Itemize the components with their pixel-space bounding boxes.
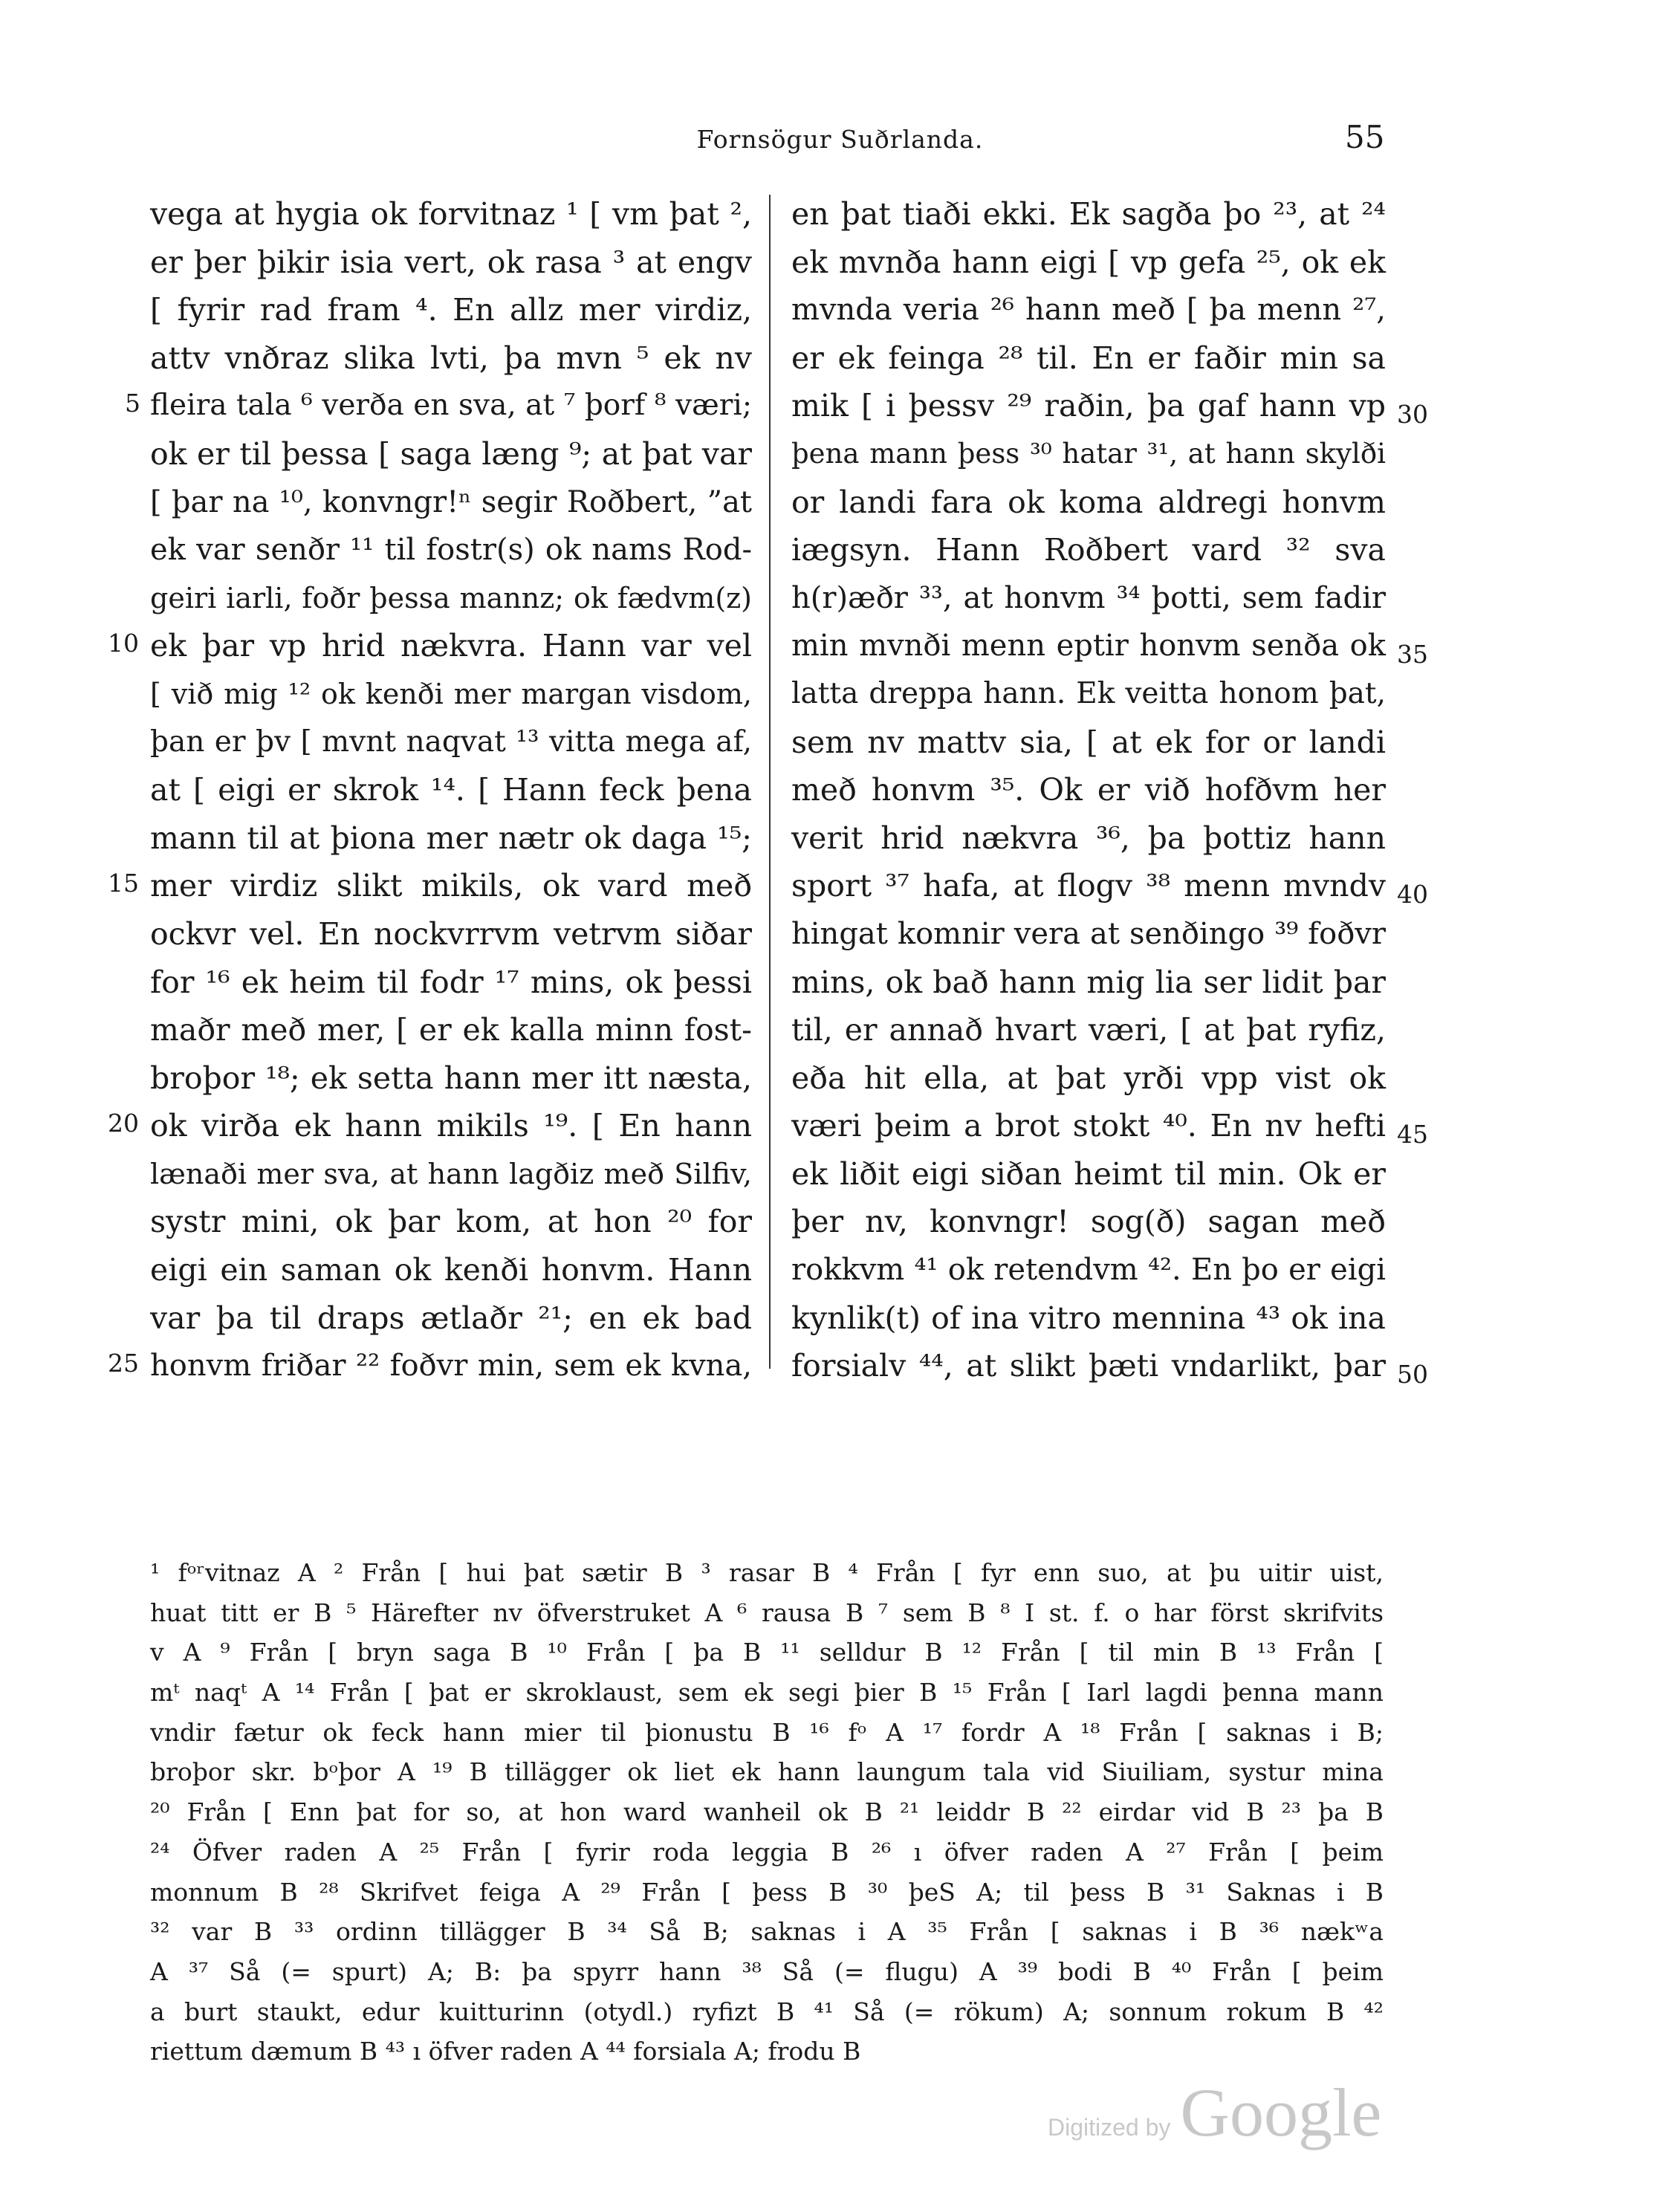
line-number: 5 [125, 389, 140, 418]
text-line: ek var senðr ¹¹ til fostr(s) ok nams Rod- [150, 533, 752, 568]
text-line: er þer þikir isia vert, ok rasa ³ at engv [150, 244, 752, 280]
text-line: var þa til draps ætlaðr ²¹; en ek bad [150, 1300, 752, 1336]
text-line: h(r)æðr ³³, at honvm ³⁴ þotti, sem fadir [791, 580, 1386, 615]
text-line: geiri iarli, foðr þessa mannz; ok fædvm(z) [150, 581, 752, 614]
footnote-line: vndir fætur ok feck hann mier til þionustu B ¹⁶ fᵒ A ¹⁷ fordr A ¹⁸ Från [ saknas i B; [150, 1717, 1384, 1747]
text-line: for ¹⁶ ek heim til fodr ¹⁷ mins, ok þessi [150, 964, 752, 1000]
text-line: latta dreppa hann. Ek veitta honom þat, [791, 676, 1386, 710]
line-number: 10 [108, 629, 139, 658]
text-column-left [150, 190, 752, 1390]
text-line: verit hrid nækvra ³⁶, þa þottiz hann [791, 820, 1386, 856]
line-number: 15 [108, 869, 139, 898]
google-logo: Google [1180, 2075, 1382, 2150]
text-line: honvm friðar ²² foðvr min, sem ek kvna, [150, 1349, 752, 1384]
text-line: en þat tiaði ekki. Ek sagða þo ²³, at ²⁴ [791, 196, 1386, 232]
google-watermark [1048, 2073, 1381, 2152]
running-title: Fornsögur Suðrlanda. [696, 125, 984, 154]
line-number: 35 [1397, 640, 1428, 669]
text-line: mik [ i þessv ²⁹ raðin, þa gaf hann vp [791, 388, 1386, 424]
text-line: ek mvnða hann eigi [ vp gefa ²⁵, ok ek [791, 244, 1386, 280]
page-number: 55 [1345, 119, 1385, 155]
text-line: sport ³⁷ hafa, at flogv ³⁸ menn mvndv [791, 868, 1386, 904]
text-line: systr mini, ok þar kom, at hon ²⁰ for [150, 1204, 752, 1240]
line-number: 40 [1397, 880, 1428, 909]
text-line: er ek feinga ²⁸ til. En er faðir min sa [791, 340, 1386, 376]
text-line: [ fyrir rad fram ⁴. En allz mer virdiz, [150, 292, 752, 328]
footnote-line: ²⁰ Från [ Enn þat for so, at hon ward wanheil ok B ²¹ leiddr B ²² eirdar vid B ²³ þa B [150, 1797, 1384, 1827]
text-line: attv vnðraz slika lvti, þa mvn ⁵ ek nv [150, 340, 752, 376]
text-line: þena mann þess ³⁰ hatar ³¹, at hann skylði [791, 437, 1386, 470]
column-divider [769, 195, 771, 1369]
text-line: [ við mig ¹² ok kenði mer margan visdom, [150, 677, 752, 710]
footnote-line: v A ⁹ Från [ bryn saga B ¹⁰ Från [ þa B ¹¹ selldur B ¹² Från [ til min B ¹³ Från [ [150, 1638, 1384, 1667]
text-line: ok virða ek hann mikils ¹⁹. [ En hann [150, 1108, 752, 1144]
text-line: kynlik(t) of ina vitro mennina ⁴³ ok ina [791, 1300, 1386, 1336]
footnote-line: ¹ fᵒʳvitnaz A ² Från [ hui þat sætir B ³ rasar B ⁴ Från [ fyr enn suo, at þu uitir uist, [150, 1558, 1384, 1587]
text-line: maðr með mer, [ er ek kalla minn fost- [150, 1012, 752, 1048]
text-line: iægsyn. Hann Roðbert vard ³² sva [791, 532, 1386, 568]
text-line: þer nv, konvngr! sog(ð) sagan með [791, 1204, 1386, 1240]
footnote-line: ²⁴ Öfver raden A ²⁵ Från [ fyrir roda leggia B ²⁶ ı öfver raden A ²⁷ Från [ þeim [150, 1837, 1384, 1867]
text-line: vega at hygia ok forvitnaz ¹ [ vm þat ², [150, 196, 752, 232]
text-line: væri þeim a brot stokt ⁴⁰. En nv hefti [791, 1108, 1386, 1144]
text-line: eigi ein saman ok kenði honvm. Hann [150, 1252, 752, 1288]
footnotes [150, 1553, 1384, 2072]
text-line: sem nv mattv sia, [ at ek for or landi [791, 724, 1386, 760]
footnote-line: a burt staukt, edur kuitturinn (otydl.) ryfizt B ⁴¹ Så (= rökum) A; sonnum rokum B ⁴² [150, 1997, 1384, 2026]
text-line: ockvr vel. En nockvrrvm vetrvm siðar [150, 915, 752, 952]
text-line: ek liðit eigi siðan heimt til min. Ok er [791, 1155, 1386, 1192]
text-line: mann til at þiona mer nætr ok daga ¹⁵; [150, 820, 752, 856]
footnote-line: riettum dæmum B ⁴³ ı öfver raden A ⁴⁴ forsiala A; frodu B [150, 2037, 861, 2066]
text-line: þan er þv [ mvnt naqvat ¹³ vitta mega af, [150, 724, 752, 759]
footnote-line: monnum B ²⁸ Skrifvet feiga A ²⁹ Från [ þess B ³⁰ þeS A; til þess B ³¹ Saknas i B [150, 1877, 1384, 1907]
text-line: forsialv ⁴⁴, at slikt þæti vndarlikt, þar [791, 1348, 1386, 1384]
line-number: 25 [108, 1349, 139, 1378]
text-line: or landi fara ok koma aldregi honvm [791, 484, 1386, 520]
text-line: rokkvm ⁴¹ ok retendvm ⁴². En þo er eigi [791, 1253, 1386, 1288]
footnote-line: mᵗ naqᵗ A ¹⁴ Från [ þat er skroklaust, sem ek segi þier B ¹⁵ Från [ Iarl lagdi þenna mann [150, 1678, 1384, 1708]
line-number: 30 [1397, 400, 1428, 429]
line-number: 20 [108, 1109, 139, 1138]
text-line: mins, ok bað hann mig lia ser lidit þar [791, 964, 1386, 1000]
text-column-right [791, 190, 1386, 1390]
text-line: hingat komnir vera at senðingo ³⁹ foðvr [791, 916, 1386, 951]
line-number: 50 [1397, 1360, 1428, 1389]
footnote-line: huat titt er B ⁵ Härefter nv öfverstruket A ⁶ rausa B ⁷ sem B ⁸ I st. f. o har först skrifvits [150, 1598, 1384, 1627]
footnote-line: ³² var B ³³ ordinn tillägger B ³⁴ Så B; saknas i A ³⁵ Från [ saknas i B ³⁶ nækʷa [150, 1917, 1384, 1947]
text-line: mvnda veria ²⁶ hann með [ þa menn ²⁷, [791, 293, 1386, 328]
text-line: lænaði mer sva, at hann lagðiz með Silfiv, [150, 1157, 752, 1190]
text-line: [ þar na ¹⁰, konvngr!ⁿ segir Roðbert, ”at [150, 484, 752, 519]
line-number: 45 [1397, 1120, 1428, 1149]
text-line: broþor ¹⁸; ek setta hann mer itt næsta, [150, 1060, 752, 1096]
text-line: til, er annað hvart væri, [ at þat ryfiz, [791, 1012, 1386, 1048]
footnote-line: A ³⁷ Så (= spurt) A; B: þa spyrr hann ³⁸ Så (= flugu) A ³⁹ bodi B ⁴⁰ Från [ þeim [150, 1956, 1384, 1986]
text-line: ok er til þessa [ saga læng ⁹; at þat var [150, 435, 752, 472]
text-line: ek þar vp hrid nækvra. Hann var vel [150, 628, 752, 664]
text-line: eða hit ella, at þat yrði vpp vist ok [791, 1060, 1386, 1096]
footnote-line: broþor skr. bᵒþor A ¹⁹ B tillägger ok liet ek hann laungum tala vid Siuiliam, systur mina [150, 1757, 1384, 1787]
text-line: með honvm ³⁵. Ok er við hofðvm her [791, 772, 1386, 808]
text-line: min mvnði menn eptir honvm senða ok [791, 629, 1386, 664]
text-line: fleira tala ⁶ verða en sva, at ⁷ þorf ⁸ væri; [150, 389, 752, 423]
watermark-prefix: Digitized by [1048, 2114, 1171, 2141]
text-line: mer virdiz slikt mikils, ok vard með [150, 868, 752, 904]
text-line: at [ eigi er skrok ¹⁴. [ Hann feck þena [150, 772, 752, 808]
